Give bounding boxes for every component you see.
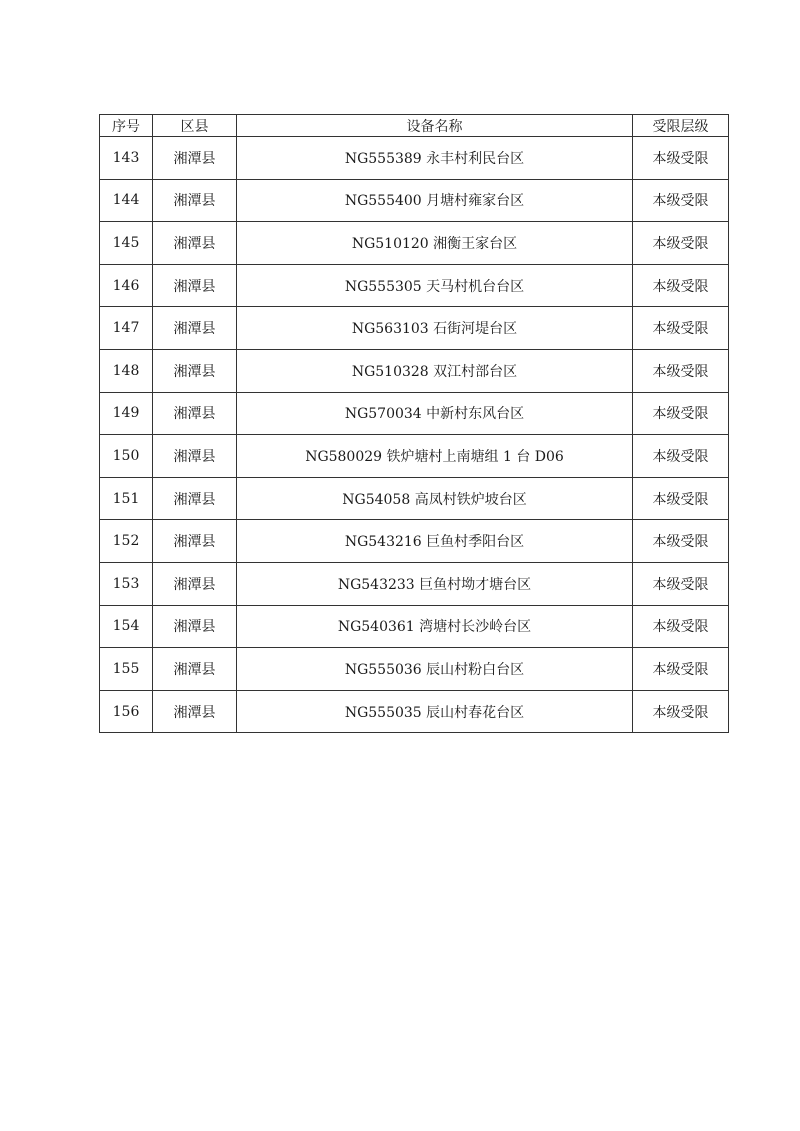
cell-device-name: NG510328 双江村部台区 xyxy=(237,349,633,392)
header-serial-number: 序号 xyxy=(100,115,153,137)
cell-serial-number: 149 xyxy=(100,392,153,435)
cell-device-name: NG510120 湘衡王家台区 xyxy=(237,222,633,265)
cell-device-name: NG54058 高凤村铁炉坡台区 xyxy=(237,477,633,520)
cell-serial-number: 146 xyxy=(100,264,153,307)
table-row xyxy=(100,307,729,350)
cell-district: 湘潭县 xyxy=(153,690,237,733)
cell-restriction-level: 本级受限 xyxy=(633,562,729,605)
cell-serial-number: 154 xyxy=(100,605,153,648)
cell-serial-number: 156 xyxy=(100,690,153,733)
cell-district: 湘潭县 xyxy=(153,520,237,563)
cell-device-name: NG570034 中新村东风台区 xyxy=(237,392,633,435)
cell-district: 湘潭县 xyxy=(153,477,237,520)
table-row xyxy=(100,690,729,733)
cell-device-name: NG540361 湾塘村长沙岭台区 xyxy=(237,605,633,648)
cell-serial-number: 144 xyxy=(100,179,153,222)
cell-device-name: NG555389 永丰村利民台区 xyxy=(237,137,633,180)
table-row xyxy=(100,392,729,435)
cell-serial-number: 155 xyxy=(100,648,153,691)
cell-restriction-level: 本级受限 xyxy=(633,477,729,520)
cell-restriction-level: 本级受限 xyxy=(633,137,729,180)
cell-device-name: NG563103 石街河堤台区 xyxy=(237,307,633,350)
cell-serial-number: 150 xyxy=(100,435,153,478)
cell-district: 湘潭县 xyxy=(153,137,237,180)
cell-restriction-level: 本级受限 xyxy=(633,222,729,265)
cell-device-name: NG580029 铁炉塘村上南塘组 1 台 D06 xyxy=(237,435,633,478)
table-row xyxy=(100,648,729,691)
table-row xyxy=(100,605,729,648)
cell-serial-number: 145 xyxy=(100,222,153,265)
header-restriction-level: 受限层级 xyxy=(633,115,729,137)
cell-restriction-level: 本级受限 xyxy=(633,349,729,392)
cell-restriction-level: 本级受限 xyxy=(633,605,729,648)
cell-device-name: NG555400 月塘村雍家台区 xyxy=(237,179,633,222)
cell-serial-number: 147 xyxy=(100,307,153,350)
cell-restriction-level: 本级受限 xyxy=(633,392,729,435)
table-header-row xyxy=(100,115,729,137)
cell-district: 湘潭县 xyxy=(153,179,237,222)
table-row xyxy=(100,562,729,605)
header-device-name: 设备名称 xyxy=(237,115,633,137)
cell-district: 湘潭县 xyxy=(153,222,237,265)
table-row xyxy=(100,477,729,520)
table-row xyxy=(100,264,729,307)
table-row xyxy=(100,179,729,222)
cell-district: 湘潭县 xyxy=(153,605,237,648)
cell-district: 湘潭县 xyxy=(153,435,237,478)
table-row xyxy=(100,435,729,478)
cell-device-name: NG555305 天马村机台台区 xyxy=(237,264,633,307)
cell-device-name: NG555036 辰山村粉白台区 xyxy=(237,648,633,691)
cell-district: 湘潭县 xyxy=(153,562,237,605)
header-district: 区县 xyxy=(153,115,237,137)
cell-restriction-level: 本级受限 xyxy=(633,264,729,307)
table-row xyxy=(100,349,729,392)
table-row xyxy=(100,137,729,180)
table-row xyxy=(100,222,729,265)
cell-serial-number: 152 xyxy=(100,520,153,563)
cell-restriction-level: 本级受限 xyxy=(633,179,729,222)
cell-district: 湘潭县 xyxy=(153,349,237,392)
table-row xyxy=(100,520,729,563)
cell-serial-number: 151 xyxy=(100,477,153,520)
cell-serial-number: 153 xyxy=(100,562,153,605)
cell-device-name: NG543233 巨鱼村坳才塘台区 xyxy=(237,562,633,605)
cell-restriction-level: 本级受限 xyxy=(633,307,729,350)
restriction-table xyxy=(99,114,729,733)
cell-district: 湘潭县 xyxy=(153,307,237,350)
cell-device-name: NG555035 辰山村春花台区 xyxy=(237,690,633,733)
cell-district: 湘潭县 xyxy=(153,648,237,691)
cell-restriction-level: 本级受限 xyxy=(633,648,729,691)
cell-serial-number: 143 xyxy=(100,137,153,180)
cell-restriction-level: 本级受限 xyxy=(633,520,729,563)
cell-device-name: NG543216 巨鱼村季阳台区 xyxy=(237,520,633,563)
cell-district: 湘潭县 xyxy=(153,392,237,435)
cell-restriction-level: 本级受限 xyxy=(633,435,729,478)
cell-serial-number: 148 xyxy=(100,349,153,392)
cell-restriction-level: 本级受限 xyxy=(633,690,729,733)
cell-district: 湘潭县 xyxy=(153,264,237,307)
